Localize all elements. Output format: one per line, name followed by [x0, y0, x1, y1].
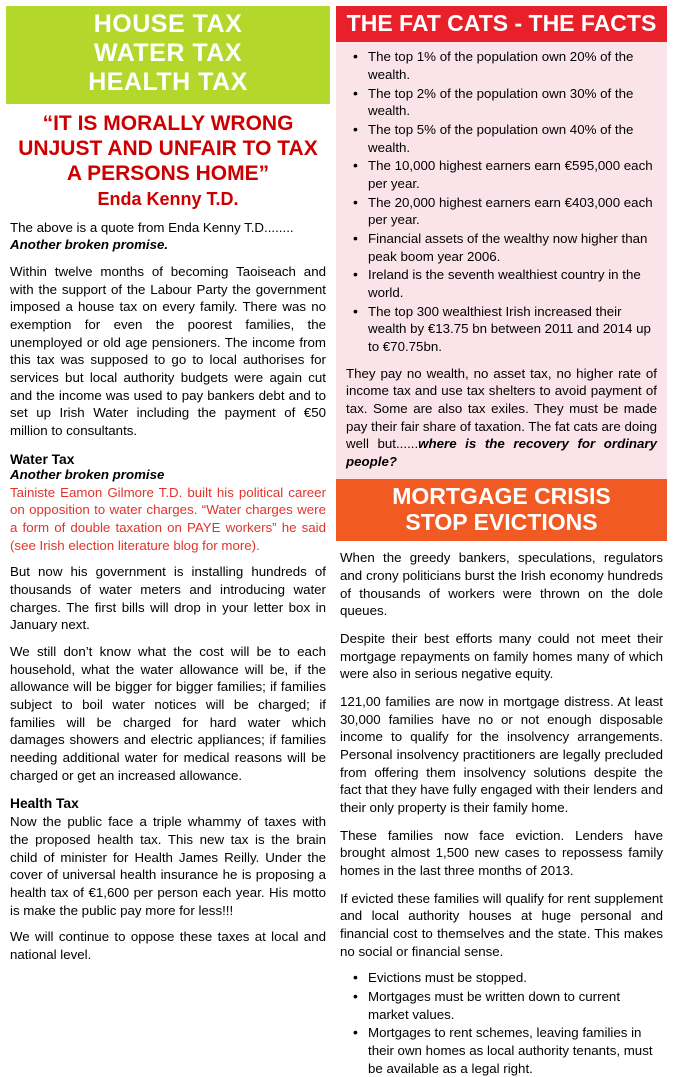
mortgage-header-line-1: MORTGAGE CRISIS — [392, 482, 611, 509]
banner-health-tax: HEALTH TAX — [88, 67, 248, 96]
health-tax-paragraph-1: Now the public face a triple whammy of taxes with the proposed health tax. This new tax is the brain child of minister for Health James Reilly. Under the cover of universal health insurance he is proposing a health tax of €1,600 per person each year. His motto is make the public pay more for less!!! — [10, 814, 326, 918]
list-item: • Ireland is the seventh wealthiest country in the world. — [366, 266, 657, 301]
list-item: • Mortgages must be written down to current market values. — [366, 988, 657, 1023]
right-column — [336, 6, 667, 1076]
list-item: • Evictions must be stopped. — [366, 969, 657, 987]
banner-house-tax: HOUSE TAX — [93, 10, 243, 38]
intro-bold-text: Another broken promise. — [10, 237, 169, 253]
banner-line-1 — [6, 10, 330, 68]
water-tax-subheading: Another broken promise — [10, 466, 165, 482]
mortgage-paragraph-4: These families now face eviction. Lenders have brought almost 1,500 new cases to repossess family homes in the last three months of 2013. — [340, 827, 663, 878]
left-column — [6, 6, 336, 963]
banner-water-tax: WATER TAX — [93, 38, 242, 67]
list-item: • Financial assets of the wealthy now higher than peak boom year 2006. — [366, 230, 657, 265]
fat-cats-panel — [336, 6, 667, 479]
water-tax-heading: Water Tax — [10, 451, 75, 467]
mortgage-panel — [336, 479, 667, 1077]
health-tax-heading: Health Tax — [10, 796, 79, 812]
list-item: • The top 2% of the population own 30% of the wealth. — [366, 85, 657, 120]
tax-banner — [6, 6, 330, 104]
intro-plain-text: The above is a quote from Enda Kenny T.D........ — [10, 219, 294, 235]
mortgage-paragraph-2: Despite their best efforts many could not meet their mortgage repayments on family homes many of which were also in serious negative equity. — [340, 630, 663, 682]
fat-cats-closing-bold: where is the recovery for ordinary people? — [346, 436, 657, 470]
mortgage-demands-list — [336, 969, 667, 1077]
quote-author: Enda Kenny T.D. — [97, 188, 239, 209]
mortgage-paragraph-1: When the greedy bankers, speculations, regulators and crony politicians burst the Irish economy hundreds of thousands of workers were thrown on the dole queues. — [340, 550, 663, 619]
list-item: • The top 1% of the population own 20% of the wealth. — [366, 48, 657, 83]
health-tax-paragraph-2: We will continue to oppose these taxes at local and national level. — [10, 929, 326, 963]
fat-cats-closing-plain: They pay no wealth, no asset tax, no higher rate of income tax and use tax shelters to avoid payment of tax. Some are also tax exiles. They must be made pay their fair share of taxation. The fat cats are doing well but...... — [346, 365, 657, 452]
mortgage-header — [336, 479, 667, 542]
mortgage-paragraph-5: If evicted these families will qualify for rent supplement and local authority houses at huge personal and financial cost to themselves and the state. This makes no social or financial sense. — [340, 890, 663, 959]
house-tax-paragraph: Within twelve months of becoming Taoiseach and with the support of the Labour Party the government imposed a house tax on every family. There was no exemption for even the poorest families, the unemployed or old age pensioners. The income from this tax was supposed to go to local authorises for services but local authority budgets were again cut and the income was used to pay bankers debt and to set up Irish Water including the payment of €50 million to consultants. — [10, 263, 326, 438]
fat-cats-header: THE FAT CATS - THE FACTS — [336, 6, 667, 42]
quote-block — [6, 104, 330, 211]
water-tax-paragraph-1: But now his government is installing hundreds of thousands of water meters and introducing water charges. The first bills will drop in your letter box in January next. — [10, 564, 326, 633]
list-item: • Mortgages to rent schemes, leaving families in their own homes as local authority tenants, must be available as a legal right. — [366, 1024, 657, 1077]
quote-text: “IT IS MORALLY WRONG UNJUST AND UNFAIR TO TAX A PERSONS HOME” — [18, 112, 318, 185]
intro-paragraph — [10, 219, 326, 254]
mortgage-header-line-2: STOP EVICTIONS — [405, 508, 598, 535]
mortgage-paragraph-3: 121,00 families are now in mortgage distress. At least 30,000 families have no or not enough disposable income to qualify for the insolvency arrangements. Personal insolvency practitioners are legally precluded from offering them insolvency solutions despite the fact that they have fully engaged with their lenders and their only property is their family home. — [340, 693, 663, 815]
fat-cats-closing-paragraph — [346, 365, 657, 471]
list-item: • The top 300 wealthiest Irish increased their wealth by €13.75 bn between 2011 and 2014 up to €70.75bn. — [366, 303, 657, 356]
list-item: • The 10,000 highest earners earn €595,000 each per year. — [366, 157, 657, 192]
list-item: • The top 5% of the population own 40% of the wealth. — [366, 121, 657, 156]
water-tax-paragraph-2: We still don’t know what the cost will be to each household, what the water allowance will be, if the allowance will be bigger for bigger families; if families subject to boil water notices will be charged; if families will be charged for hard water which damages showers and electric appliances; if families needing additional water for medical reasons will be charged or get an increased allowance. — [10, 643, 326, 783]
banner-line-2 — [6, 68, 330, 97]
fat-cats-facts-list — [336, 48, 667, 355]
water-tax-red-paragraph: Tainiste Eamon Gilmore T.D. built his political career on opposition to water charges. “Water charges were a form of double taxation on PAYE workers” he said (see Irish election literature blog for more). — [10, 484, 326, 553]
list-item: • The 20,000 highest earners earn €403,000 each per year. — [366, 194, 657, 229]
